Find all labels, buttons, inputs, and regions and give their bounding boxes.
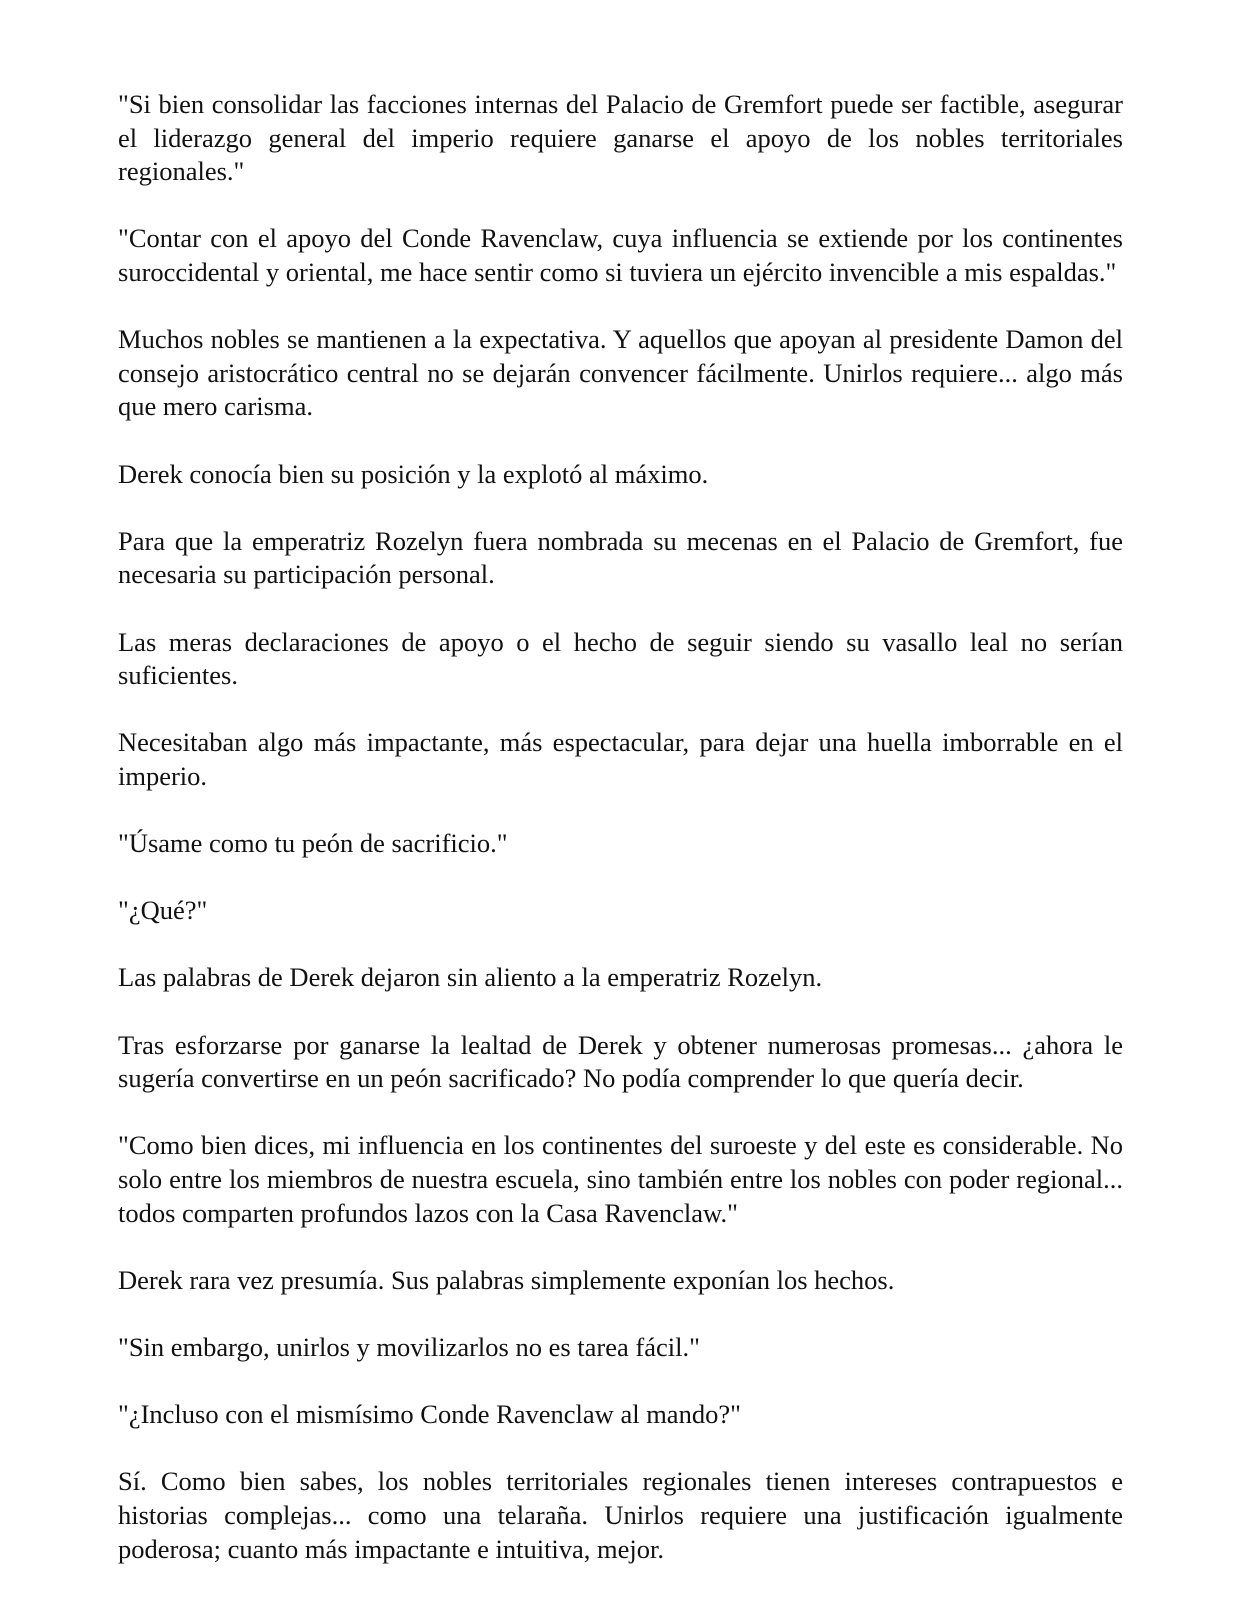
paragraph: "¿Incluso con el mismísimo Conde Ravenclaw al mando?" bbox=[118, 1399, 741, 1430]
paragraph: "Úsame como tu peón de sacrificio." bbox=[118, 828, 508, 859]
paragraph: Derek rara vez presumía. Sus palabras simplemente exponían los hechos. bbox=[118, 1264, 895, 1295]
paragraph: Las meras declaraciones de apoyo o el hecho de seguir siendo su vasallo leal no serían suficientes. bbox=[118, 626, 1123, 691]
paragraph: Para que la emperatriz Rozelyn fuera nombrada su mecenas en el Palacio de Gremfort, fue necesaria su participación personal. bbox=[118, 525, 1123, 590]
paragraph: Las palabras de Derek dejaron sin aliento a la emperatriz Rozelyn. bbox=[118, 962, 823, 993]
paragraph: "Como bien dices, mi influencia en los continentes del suroeste y del este es considerable. No solo entre los miembros de nuestra escuela, sino también entre los nobles con poder regional... todos comparten profundos lazos con la Casa Ravenclaw." bbox=[118, 1130, 1123, 1228]
paragraph: Sí. Como bien sabes, los nobles territoriales regionales tienen intereses contrapuestos e historias complejas... como una telaraña. Unirlos requiere una justificación igualmente poderosa; cuanto más impactante e intuitiva, mejor. bbox=[118, 1466, 1123, 1564]
paragraph: Necesitaban algo más impactante, más espectacular, para dejar una huella imborrable en el imperio. bbox=[118, 727, 1123, 791]
document-page bbox=[118, 88, 1123, 1620]
paragraph: "Sin embargo, unirlos y movilizarlos no es tarea fácil." bbox=[118, 1331, 700, 1362]
paragraph: "Contar con el apoyo del Conde Ravenclaw, cuya influencia se extiende por los continentes suroccidental y oriental, me hace sentir como si tuviera un ejército invencible a mis espaldas." bbox=[118, 223, 1123, 287]
paragraph: "Si bien consolidar las facciones internas del Palacio de Gremfort puede ser factible, asegurar el liderazgo general del imperio requiere ganarse el apoyo de los nobles territoriales regionales." bbox=[118, 89, 1123, 187]
paragraph: Tras esforzarse por ganarse la lealtad de Derek y obtener numerosas promesas... ¿ahora le sugería convertirse en un peón sacrificado? No podía comprender lo que quería decir. bbox=[118, 1029, 1123, 1094]
paragraph: Muchos nobles se mantienen a la expectativa. Y aquellos que apoyan al presidente Damon del consejo aristocrático central no se dejarán convencer fácilmente. Unirlos requiere... algo más que mero carisma. bbox=[118, 324, 1123, 422]
paragraph: "¿Qué?" bbox=[118, 895, 208, 926]
paragraph: Derek conocía bien su posición y la explotó al máximo. bbox=[118, 458, 709, 489]
